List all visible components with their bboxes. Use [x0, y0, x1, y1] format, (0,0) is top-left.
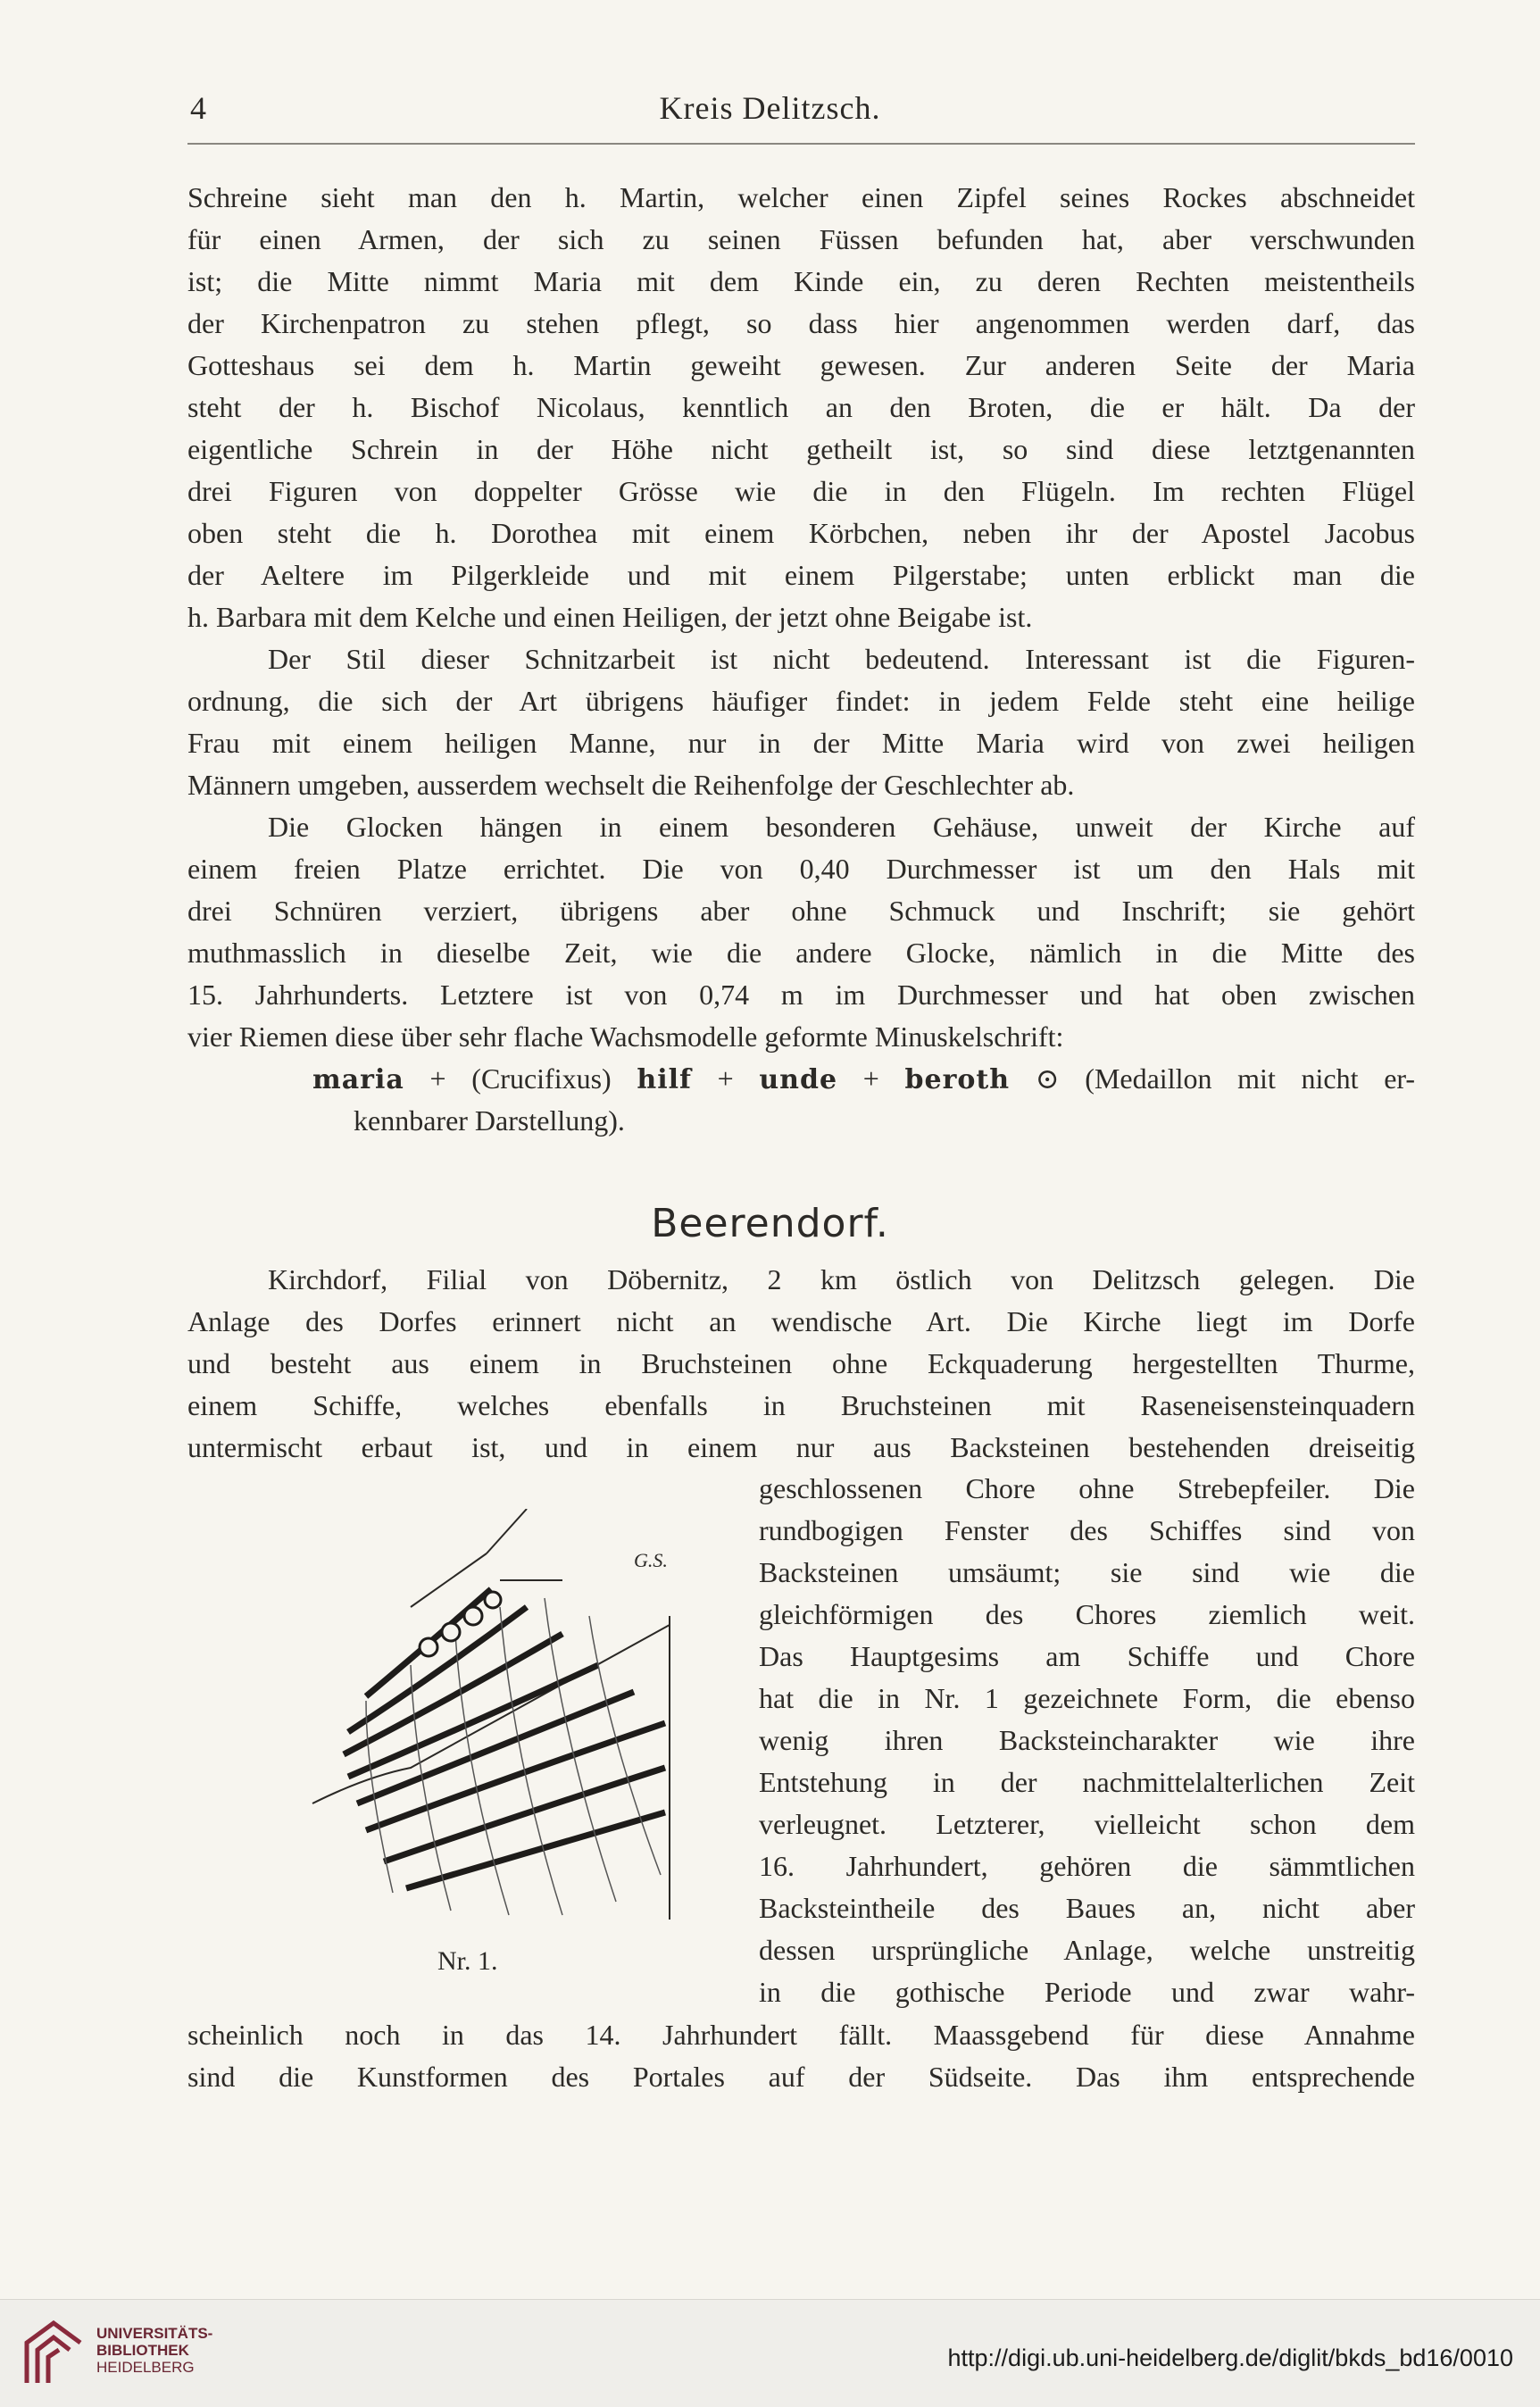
text-line: und besteht aus einem in Bruchsteinen ohne Eckquaderung hergestellten Thurme, — [187, 1347, 1415, 1379]
inscription-word: hilf — [637, 1064, 692, 1095]
text-line: Kirchdorf, Filial von Döbernitz, 2 km östlich von Delitzsch gelegen. Die — [268, 1263, 1415, 1295]
header-rule — [187, 143, 1415, 145]
body-text-upper — [187, 177, 1415, 1142]
running-title: Kreis Delitzsch. — [659, 90, 881, 126]
inscription-note: (Crucifixus) — [471, 1062, 612, 1095]
library-logo-icon[interactable] — [18, 2316, 89, 2387]
text-line: scheinlich noch in das 14. Jahrhundert fällt. Maassgebend für diese Annahme — [187, 2019, 1415, 2051]
text-line: Anlage des Dorfes erinnert nicht an wendische Art. Die Kirche liegt im Dorfe — [187, 1305, 1415, 1337]
permalink-url[interactable]: http://digi.ub.uni-heidelberg.de/diglit/bkds_bd16/0010 — [947, 2345, 1513, 2371]
text-line: 15. Jahrhunderts. Letztere ist von 0,74 m im Durchmesser und hat oben zwischen — [187, 979, 1415, 1011]
cornice-illustration — [259, 1509, 678, 1928]
library-name-line: UNIVERSITÄTS- — [96, 2325, 213, 2342]
page-header — [0, 89, 1540, 130]
text-line: geschlossenen Chore ohne Strebepfeiler. Die — [759, 1472, 1415, 1504]
body-text-lower — [187, 2014, 1415, 2098]
text-line: ordnung, die sich der Art übrigens häufiger findet: in jedem Felde steht eine heilige — [187, 685, 1415, 717]
text-line: vier Riemen diese über sehr flache Wachsmodelle geformte Minuskelschrift: — [187, 1020, 1064, 1053]
text-line: rundbogigen Fenster des Schiffes sind von — [759, 1514, 1415, 1546]
text-line: h. Barbara mit dem Kelche und einen Heiligen, der jetzt ohne Beigabe ist. — [187, 601, 1033, 633]
text-line: eigentliche Schrein in der Höhe nicht getheilt ist, so sind diese letztgenannten — [187, 433, 1415, 465]
body-text-wrapped — [759, 1468, 1415, 2013]
text-line: drei Figuren von doppelter Grösse wie die in den Flügeln. Im rechten Flügel — [187, 475, 1415, 507]
text-line: Die Glocken hängen in einem besonderen Gehäuse, unweit der Kirche auf — [268, 811, 1415, 843]
page-number: 4 — [190, 90, 206, 126]
text-line: wenig ihren Backsteincharakter wie ihre — [759, 1724, 1415, 1756]
text-line: für einen Armen, der sich zu seinen Füssen befunden hat, aber verschwunden — [187, 223, 1415, 255]
section-heading: Beerendorf. — [651, 1201, 889, 1246]
inscription-note: (Medaillon mit nicht er- — [1085, 1062, 1416, 1095]
text-line: Das Hauptgesims am Schiffe und Chore — [759, 1640, 1415, 1672]
text-line: in die gothische Periode und zwar wahr- — [759, 1976, 1415, 2008]
text-line: Frau mit einem heiligen Manne, nur in der Mitte Maria wird von zwei heiligen — [187, 727, 1415, 759]
illustrator-signature: G.S. — [634, 1549, 668, 1571]
text-line: dessen ursprüngliche Anlage, welche unstreitig — [759, 1934, 1415, 1966]
text-line: der Aeltere im Pilgerkleide und mit einem Pilgerstabe; unten erblickt man die — [187, 559, 1415, 591]
body-text-section — [187, 1259, 1415, 1469]
text-line: Gotteshaus sei dem h. Martin geweiht gewesen. Zur anderen Seite der Maria — [187, 349, 1415, 381]
library-name — [96, 2325, 212, 2376]
text-line: Männern umgeben, ausserdem wechselt die Reihenfolge der Geschlechter ab. — [187, 769, 1075, 801]
text-line: muthmasslich in dieselbe Zeit, wie die andere Glocke, nämlich in die Mitte des — [187, 937, 1415, 969]
inscription-line — [187, 1058, 1415, 1100]
text-line: Backsteintheile des Baues an, nicht aber — [759, 1892, 1415, 1924]
text-line: Backsteinen umsäumt; sie sind wie die — [759, 1556, 1415, 1588]
text-line: verleugnet. Letzterer, vielleicht schon dem — [759, 1808, 1415, 1840]
inscription-separator: + — [862, 1062, 879, 1095]
text-line: 16. Jahrhundert, gehören die sämmtlichen — [759, 1850, 1415, 1882]
inscription-separator: + — [717, 1062, 734, 1095]
text-line: einem freien Platze errichtet. Die von 0,40 Durchmesser ist um den Hals mit — [187, 853, 1415, 885]
text-line: drei Schnüren verziert, übrigens aber ohne Schmuck und Inschrift; sie gehört — [187, 895, 1415, 927]
inscription-word: unde — [759, 1064, 838, 1095]
inscription-line: kennbarer Darstellung). — [354, 1104, 625, 1137]
viewer-footer — [0, 2299, 1540, 2407]
text-line: Entstehung in der nachmittelalterlichen Zeit — [759, 1766, 1415, 1798]
text-line: gleichförmigen des Chores ziemlich weit. — [759, 1598, 1415, 1630]
inscription-separator: + — [429, 1062, 446, 1095]
text-line: einem Schiffe, welches ebenfalls in Bruchsteinen mit Raseneisensteinquadern — [187, 1389, 1415, 1421]
inscription-word: maria — [312, 1064, 404, 1095]
text-line: hat die in Nr. 1 gezeichnete Form, die ebenso — [759, 1682, 1415, 1714]
text-line: Der Stil dieser Schnitzarbeit ist nicht bedeutend. Interessant ist die Figuren- — [268, 643, 1415, 675]
library-name-line: BIBLIOTHEK — [96, 2342, 189, 2359]
text-line: oben steht die h. Dorothea mit einem Körbchen, neben ihr der Apostel Jacobus — [187, 517, 1415, 549]
inscription-word: beroth — [904, 1064, 1011, 1095]
text-line: ist; die Mitte nimmt Maria mit dem Kinde ein, zu deren Rechten meistentheils — [187, 265, 1415, 297]
text-line: der Kirchenpatron zu stehen pflegt, so dass hier angenommen werden darf, das — [187, 307, 1415, 339]
medallion-icon: ⊙ — [1035, 1062, 1060, 1095]
text-line: Schreine sieht man den h. Martin, welcher einen Zipfel seines Rockes abschneidet — [187, 181, 1415, 213]
text-line: untermischt erbaut ist, und in einem nur aus Backsteinen bestehenden dreiseitig — [187, 1431, 1415, 1463]
library-name-line: HEIDELBERG — [96, 2359, 195, 2376]
figure-caption: Nr. 1. — [437, 1946, 498, 1976]
text-line: steht der h. Bischof Nicolaus, kenntlich an den Broten, die er hält. Da der — [187, 391, 1415, 423]
text-line: sind die Kunstformen des Portales auf der Südseite. Das ihm entsprechende — [187, 2061, 1415, 2093]
cornice-drawing — [259, 1509, 678, 1928]
